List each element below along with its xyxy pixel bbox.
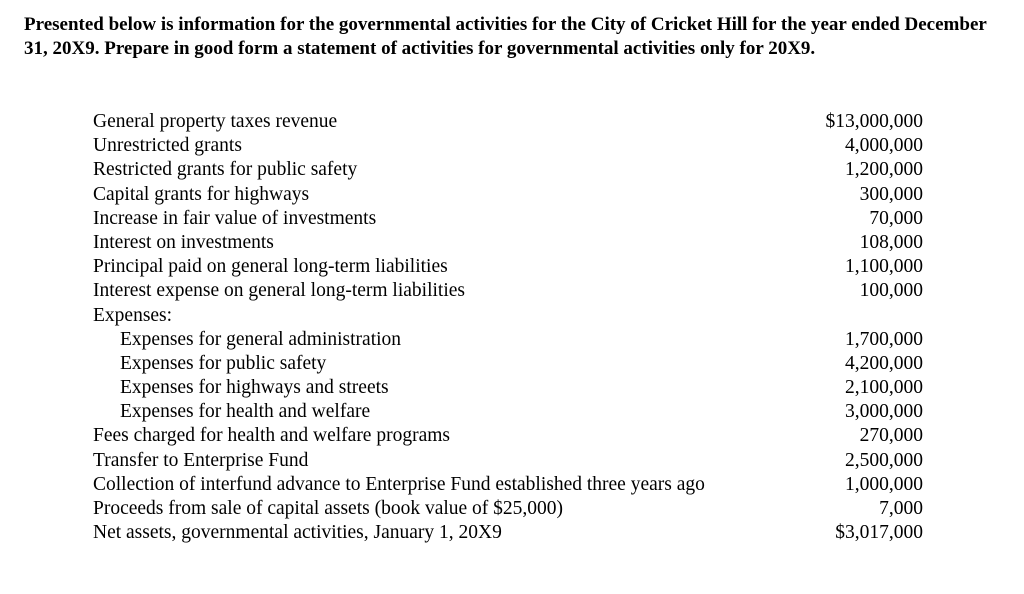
item-amount: $3,017,000 (835, 522, 923, 544)
item-amount: 2,100,000 (845, 377, 923, 399)
line-item (93, 400, 923, 424)
line-item (93, 207, 923, 231)
item-label: General property taxes revenue (93, 111, 338, 132)
line-item (93, 231, 923, 255)
line-item (93, 424, 923, 448)
item-amount: 1,700,000 (845, 328, 923, 350)
item-label: Fees charged for health and welfare programs (93, 425, 450, 447)
item-label: Principal paid on general long-term liabilities (93, 256, 448, 278)
line-item (93, 158, 923, 182)
item-label: Increase in fair value of investments (93, 207, 377, 229)
line-item (93, 449, 923, 473)
line-item (93, 134, 923, 158)
item-label: Unrestricted grants (93, 135, 242, 157)
line-item (93, 497, 923, 521)
item-amount: 1,000,000 (845, 473, 923, 495)
item-label: Expenses: (93, 304, 173, 326)
expenses-heading (93, 304, 923, 328)
item-amount: 100,000 (859, 280, 923, 302)
item-label: Expenses for general administration (120, 328, 402, 350)
item-label: Capital grants for highways (93, 183, 310, 205)
item-amount: 4,000,000 (845, 135, 923, 157)
line-item (93, 183, 923, 207)
line-item (93, 110, 923, 134)
item-label: Expenses for health and welfare (120, 401, 371, 423)
item-label: Restricted grants for public safety (93, 159, 358, 181)
item-label: Interest expense on general long-term liabilities (93, 280, 465, 302)
line-item (93, 473, 923, 497)
item-amount: 1,100,000 (845, 256, 923, 278)
item-amount: 3,000,000 (845, 401, 923, 423)
line-item (93, 279, 923, 303)
item-label: Expenses for highways and streets (120, 377, 389, 399)
problem-statement: Presented below is information for the governmental activities for the City of Cricket Hill for the year ended December 31, 20X9. Prepare in good form a statement of activities for governmental activities only for 20X9. (24, 14, 987, 59)
item-amount: $13,000,000 (825, 111, 923, 132)
financial-items-list (93, 110, 923, 545)
line-item (93, 255, 923, 279)
item-amount: 108,000 (859, 231, 923, 253)
item-amount: 2,500,000 (845, 449, 923, 471)
item-label: Transfer to Enterprise Fund (93, 449, 309, 471)
item-amount: 1,200,000 (845, 159, 923, 181)
item-label: Interest on investments (93, 231, 274, 253)
item-amount: 7,000 (879, 498, 923, 519)
item-label: Proceeds from sale of capital assets (book value of $25,000) (93, 498, 564, 519)
item-label: Net assets, governmental activities, January 1, 20X9 (93, 522, 502, 544)
item-label: Collection of interfund advance to Enterprise Fund established three years ago (93, 473, 705, 495)
line-item (93, 328, 923, 352)
line-item (93, 521, 923, 545)
line-item (93, 352, 923, 376)
item-amount: 4,200,000 (845, 352, 923, 374)
item-amount: 70,000 (869, 207, 923, 229)
item-label: Expenses for public safety (120, 352, 327, 374)
item-amount: 300,000 (859, 183, 923, 205)
item-amount: 270,000 (859, 425, 923, 447)
line-item (93, 376, 923, 400)
